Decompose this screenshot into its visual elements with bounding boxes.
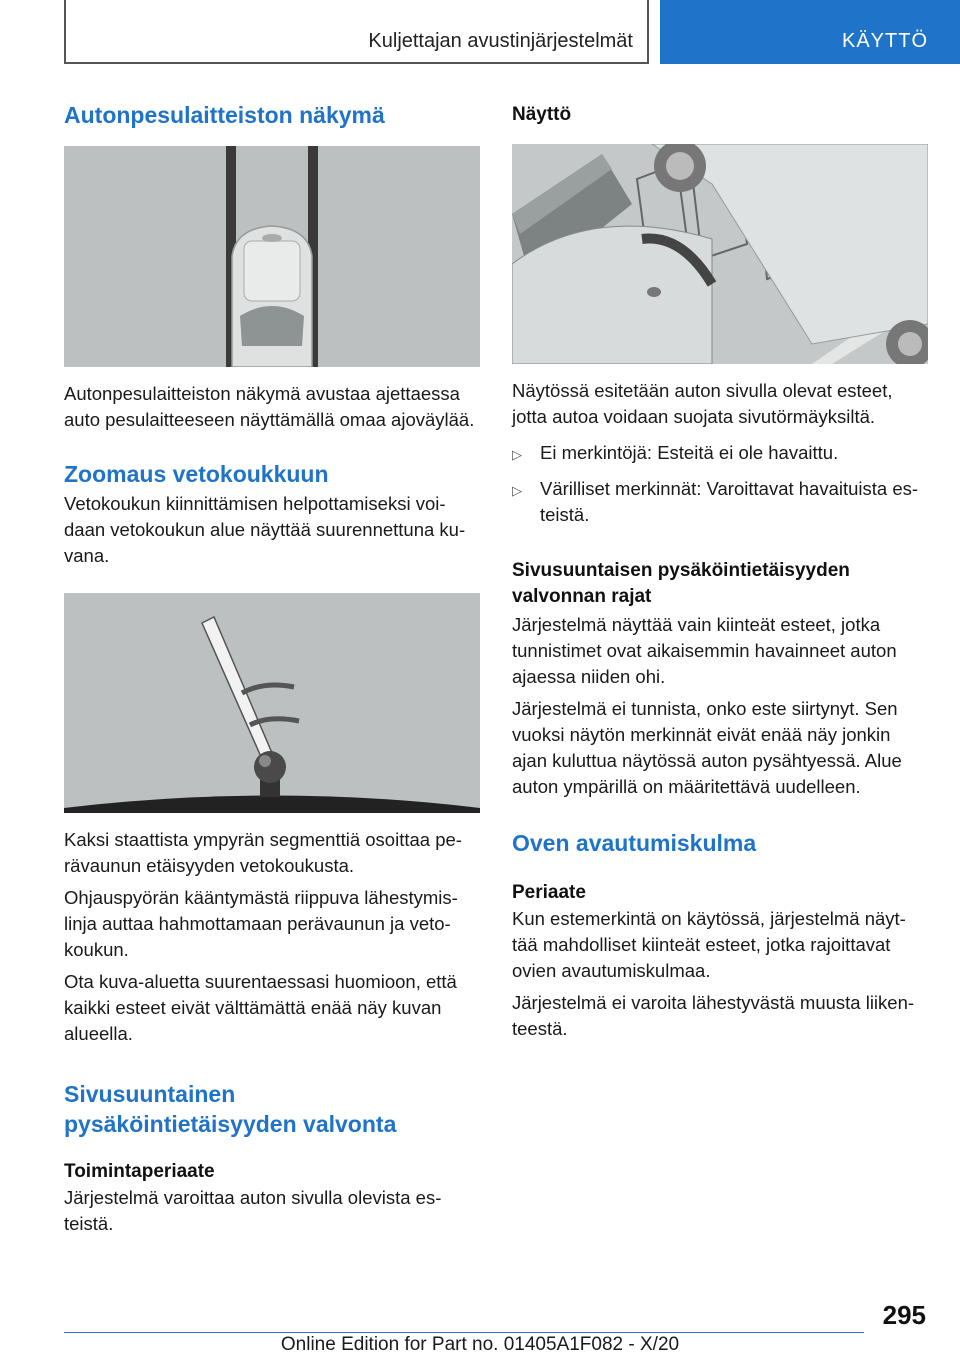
line-description <box>64 885 484 963</box>
triangle-bullet-icon: ▷ <box>512 483 522 498</box>
text-line: ovien avautumiskulmaa. <box>512 960 711 981</box>
heading-door-angle: Oven avautumiskulma <box>512 830 757 856</box>
text-line: Ohjauspyörän kääntymästä riippuva lähestymis- <box>64 887 458 908</box>
zoom-description <box>64 491 484 569</box>
text-line: tää mahdolliset kiinteät esteet, jotka rajoittavat <box>512 934 891 955</box>
page-number: 295 <box>882 1300 926 1330</box>
door-description-2 <box>512 990 932 1042</box>
right-column <box>512 100 932 1042</box>
footer-edition-link[interactable]: Online Edition for Part no. 01405A1F082 - X/20 <box>280 1334 680 1355</box>
left-column <box>64 100 484 1237</box>
heading-line: valvonnan rajat <box>512 586 652 607</box>
carwash-car-illustration <box>64 146 480 367</box>
display-description <box>512 378 932 430</box>
triangle-bullet-icon: ▷ <box>512 447 522 462</box>
text-line: tunnistimet ovat aikaisemmin havainneet auton <box>512 640 897 661</box>
header-chapter-tab[interactable] <box>660 0 960 64</box>
heading-carwash-view: Autonpesulaitteiston näkymä <box>64 102 385 128</box>
header-section-title: Kuljettajan avustinjärjestelmät <box>368 30 633 52</box>
text-line: ajaessa niiden ohi. <box>512 666 666 687</box>
carwash-description <box>64 381 484 433</box>
text-line: Järjestelmä näyttää vain kiinteät esteet, jotka <box>512 614 881 635</box>
heading-zoom-hitch: Zoomaus vetokoukkuun <box>64 461 329 487</box>
text-line: Värilliset merkinnät: Varoittavat havaituista es- <box>540 478 919 499</box>
heading-door-principle: Periaate <box>512 882 586 903</box>
text-line: Vetokoukun kiinnittämisen helpottamiseksi voi- <box>64 493 446 514</box>
list-item <box>512 476 932 528</box>
heading-line: pysäköintietäisyyden valvonta <box>64 1111 397 1137</box>
text-line: alueella. <box>64 1023 133 1044</box>
segments-description <box>64 827 484 879</box>
hitch-illustration <box>64 593 480 813</box>
display-bullet-list <box>512 440 932 528</box>
text-line: daan vetokoukun alue näyttää suurennettuna ku- <box>64 519 466 540</box>
text-line: koukun. <box>64 939 129 960</box>
heading-side-distance <box>64 1079 484 1139</box>
text-line: rävaunun etäisyyden vetokoukusta. <box>64 855 355 876</box>
heading-line: Sivusuuntaisen pysäköintietäisyyden <box>512 560 850 581</box>
text-line: ajan kuluttua näytössä auton pysähtyessä. Alue <box>512 750 902 771</box>
text-line: jotta autoa voidaan suojata sivutörmäyksiltä. <box>512 406 876 427</box>
area-description <box>64 969 484 1047</box>
text-line: teestä. <box>512 1018 568 1039</box>
text-line: Ota kuva-aluetta suurentaessasi huomioon, että <box>64 971 457 992</box>
text-line: Järjestelmä ei tunnista, onko este siirtynyt. Sen <box>512 698 898 719</box>
text-line: Autonpesulaitteiston näkymä avustaa ajettaessa <box>64 383 460 404</box>
text-line: Kun estemerkintä on käytössä, järjestelmä näyt- <box>512 908 906 929</box>
header-section-box <box>64 0 649 64</box>
text-line: auton ympärillä on määritettävä uudelleen. <box>512 776 861 797</box>
list-item <box>512 440 932 468</box>
text-line: Näytössä esitetään auton sivulla olevat esteet, <box>512 380 893 401</box>
heading-side-limits <box>512 558 932 610</box>
limits-description-1 <box>512 612 932 690</box>
heading-display: Näyttö <box>512 104 572 125</box>
text-line: Järjestelmä varoittaa auton sivulla olevista es- <box>64 1187 442 1208</box>
text-line: linja auttaa hahmottamaan perävaunun ja veto- <box>64 913 451 934</box>
text-line: vana. <box>64 545 110 566</box>
door-description-1 <box>512 906 932 984</box>
footer-divider <box>64 1332 864 1333</box>
text-line: auto pesulaitteeseen näyttämällä omaa ajoväylää. <box>64 409 475 430</box>
text-line: kaikki esteet eivät välttämättä enää näy kuvan <box>64 997 442 1018</box>
text-line: teistä. <box>64 1213 114 1234</box>
header-chapter-label: KÄYTTÖ <box>841 30 928 52</box>
heading-operating-principle: Toimintaperiaate <box>64 1161 215 1182</box>
heading-line: Sivusuuntainen <box>64 1081 236 1107</box>
text-line: Kaksi staattista ympyrän segmenttiä osoittaa pe- <box>64 829 462 850</box>
text-line: vuoksi näytön merkinnät eivät enää näy jonkin <box>512 724 891 745</box>
carwash-view-image <box>64 146 480 367</box>
hitch-zoom-image <box>64 593 480 813</box>
text-line: teistä. <box>540 504 590 525</box>
limits-description-2 <box>512 696 932 800</box>
text-line: Järjestelmä ei varoita lähestyvästä muusta liiken- <box>512 992 915 1013</box>
side-obstacle-illustration <box>512 144 928 364</box>
side-display-image <box>512 144 928 364</box>
text-line: Ei merkintöjä: Esteitä ei ole havaittu. <box>540 442 839 463</box>
principle-description <box>64 1185 484 1237</box>
